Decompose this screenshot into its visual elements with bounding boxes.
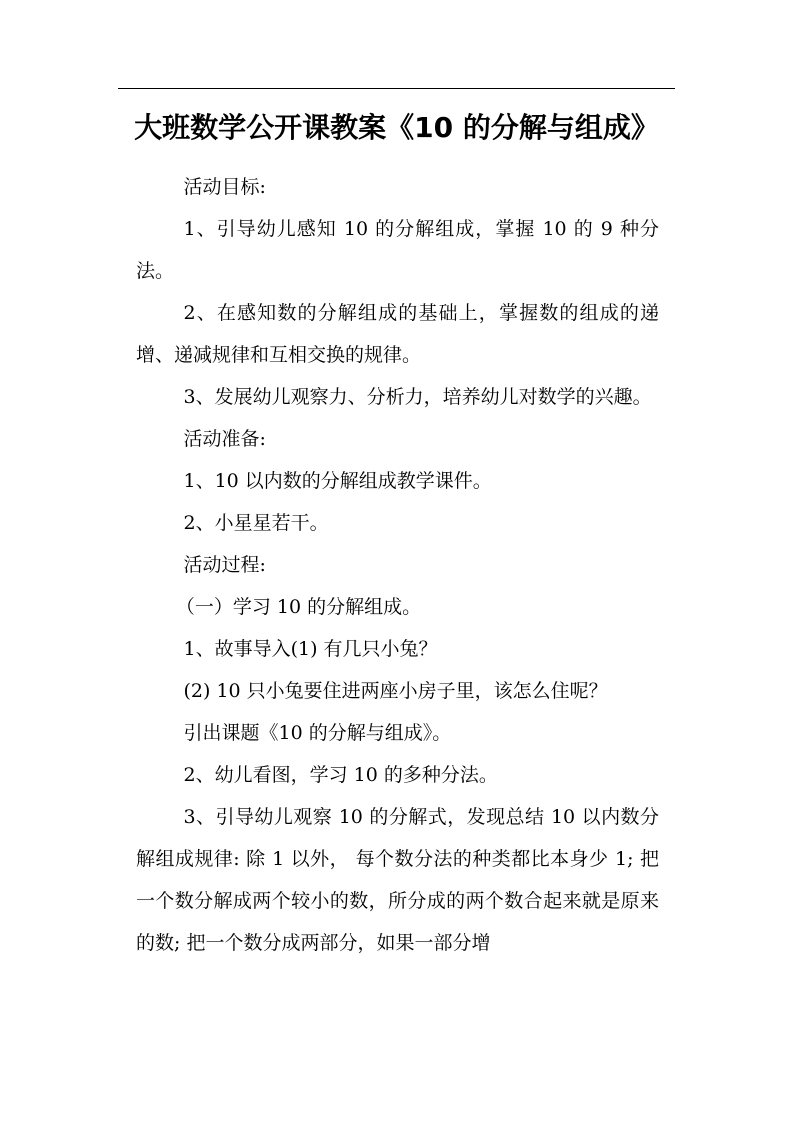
paragraph-objective-2: 2、在感知数的分解组成的基础上，掌握数的组成的递增、递减规律和互相交换的规律。 (136, 302, 659, 366)
paragraph-process-heading: 活动过程: (183, 554, 266, 576)
paragraph-preparation-1: 1、10 以内数的分解组成教学课件。 (183, 470, 492, 492)
paragraph-preparation-2: 2、小星星若干。 (183, 512, 329, 534)
paragraph-objective-3: 3、发展幼儿观察力、分析力，培养幼儿对数学的兴趣。 (183, 386, 652, 408)
header-rule (118, 88, 675, 89)
document-title: 大班数学公开课教案《10 的分解与组成》 (134, 111, 659, 144)
paragraph-process-step-1: 1、故事导入(1) 有几只小兔？ (183, 638, 438, 660)
paragraph-process-topic: 引出课题《10 的分解与组成》。 (183, 722, 452, 744)
paragraph-objective-1: 1、引导幼儿感知 10 的分解组成，掌握 10 的 9 种分法。 (136, 218, 659, 282)
document-body (136, 166, 659, 964)
paragraph-process-step-3: 3、引导幼儿观察 10 的分解式，发现总结 10 以内数分解组成规律: 除 1 以外， 每个数分法的种类都比本身少 1; 把一个数分解成两个较小的数，所分成的两个数合起来就是原来的数; 把一个数分成两部分，如果一部分增 (136, 806, 659, 954)
paragraph-process-step-2: 2、幼儿看图，学习 10 的多种分法。 (183, 764, 498, 786)
paragraph-process-section-1: （一）学习 10 的分解组成。 (175, 596, 422, 618)
paragraph-objectives-heading: 活动目标: (183, 176, 266, 198)
paragraph-preparation-heading: 活动准备: (183, 428, 266, 450)
paragraph-process-step-1-2: (2) 10 只小兔要住进两座小房子里，该怎么住呢？ (183, 680, 608, 702)
